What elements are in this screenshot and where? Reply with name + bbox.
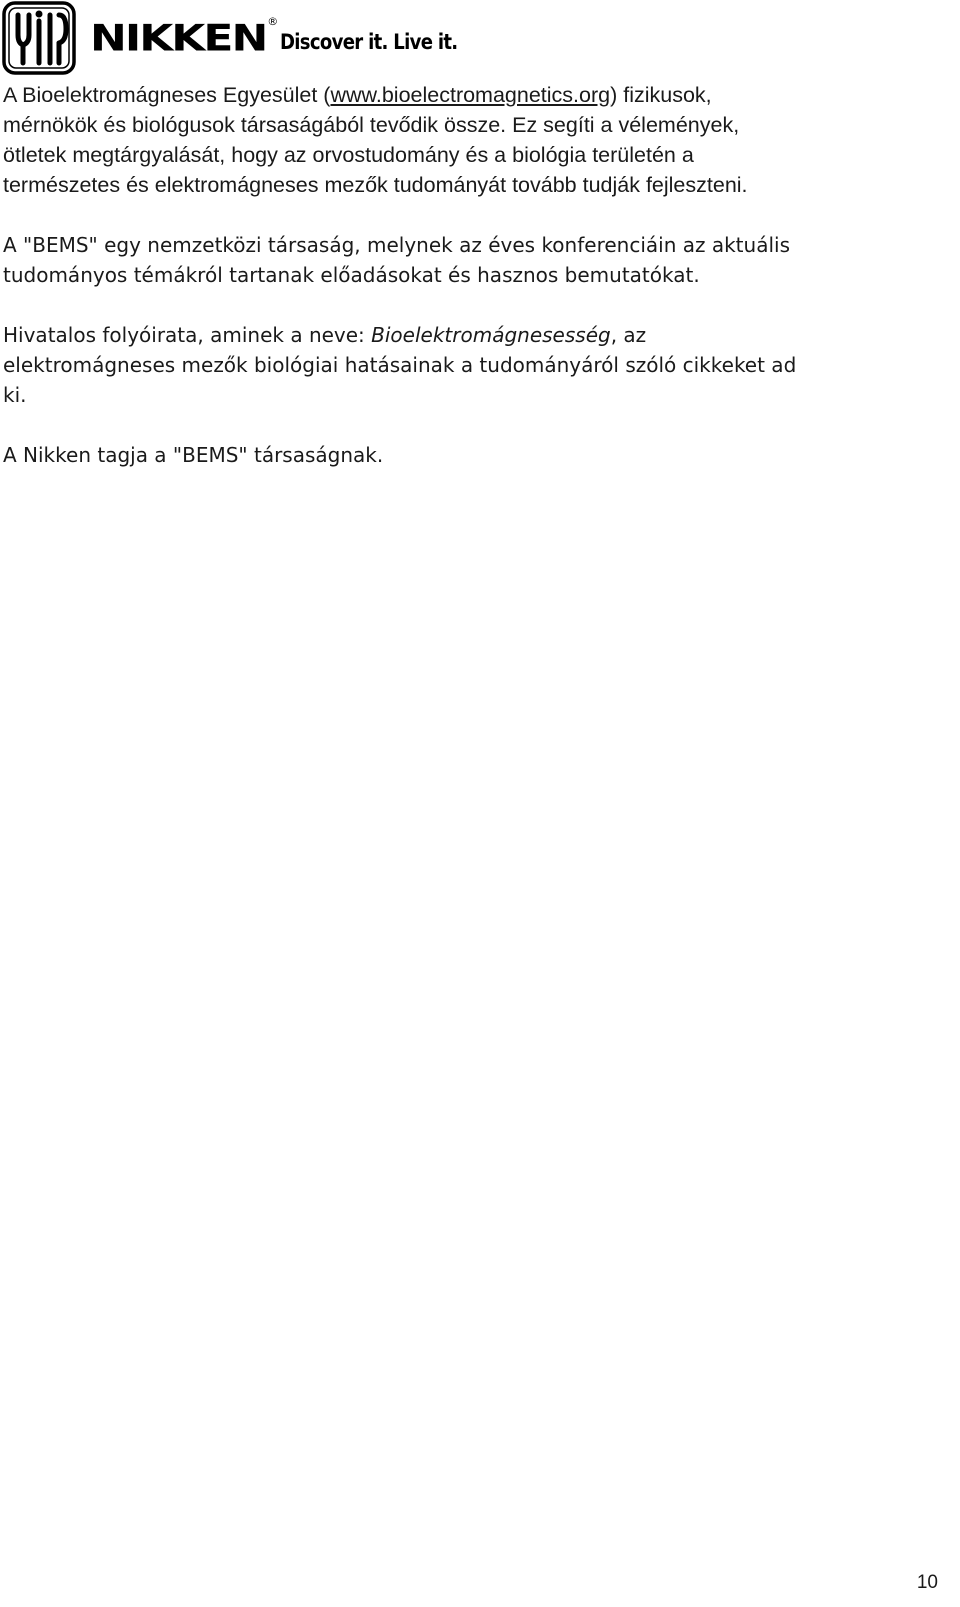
text-line: tudományos témákról tartanak előadásokat és hasznos bemutatókat. [3,263,700,287]
paragraph-association [3,80,953,200]
text-line: elektromágneses mezők biológiai hatásainak a tudományáról szóló cikkeket ad [3,353,797,377]
text-span: , az [610,323,647,347]
text-line: mérnökök és biológusok társaságából tevődik össze. Ez segíti a vélemények, [3,113,740,137]
tagline: Discover it. Live it. [280,30,458,54]
bioelectromagnetics-link[interactable]: www.bioelectromagnetics.org [330,83,611,107]
document-body [3,80,953,470]
text-line [3,320,953,350]
registered-mark: ® [267,15,279,28]
paragraph-membership [3,440,953,470]
text-span: Hivatalos folyóirata, aminek a neve: [3,323,372,347]
paragraph-gap [3,200,953,230]
text-span: ) fizikusok, [610,83,712,107]
brand-name: NIKKEN [90,17,267,60]
paragraph-gap [3,410,953,440]
header [2,0,487,76]
text-line: ötletek megtárgyalását, hogy az orvostudomány és a biológia területén a [3,143,694,167]
text-line: A "BEMS" egy nemzetközi társaság, melynek az éves konferenciáin az aktuális [3,233,790,257]
paragraph-gap [3,290,953,320]
journal-title: Bioelektromágnesesség [371,323,611,347]
text-line: A Nikken tagja a "BEMS" társaságnak. [3,443,384,467]
nikken-logo-icon [2,1,76,75]
paragraph-bems [3,230,953,290]
paragraph-journal [3,320,953,410]
text-line: természetes és elektromágneses mezők tudományát tovább tudják fejleszteni. [3,173,748,197]
wordmark [90,13,487,60]
page-number: 10 [916,1572,938,1593]
text-line [3,80,953,110]
text-line: ki. [3,383,27,407]
text-span: A Bioelektromágneses Egyesület ( [3,83,331,107]
